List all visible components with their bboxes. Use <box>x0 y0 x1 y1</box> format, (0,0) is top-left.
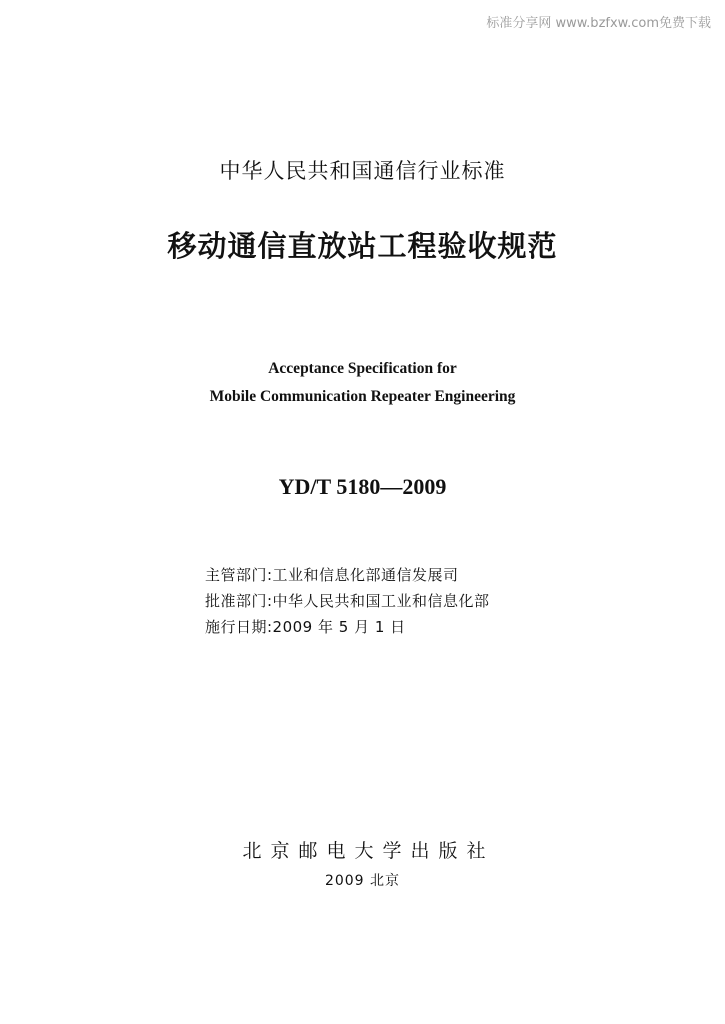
watermark-text: 标准分享网 www.bzfxw.com免费下载 <box>486 16 711 31</box>
standard-number: YD/T 5180—2009 <box>278 474 447 499</box>
publisher-name: 北京邮电大学出版社 <box>242 840 495 862</box>
document-title-chinese: 移动通信直放站工程验收规范 <box>167 229 558 263</box>
industry-standard-heading: 中华人民共和国通信行业标准 <box>219 159 506 183</box>
approving-department: 批准部门:中华人民共和国工业和信息化部 <box>205 592 490 610</box>
competent-department: 主管部门:工业和信息化部通信发展司 <box>205 566 459 584</box>
publication-year-place: 2009 北京 <box>324 873 401 889</box>
effective-date: 施行日期:2009 年 5 月 1 日 <box>205 618 406 636</box>
document-title-english-line-1: Acceptance Specification for <box>268 360 457 377</box>
issuing-info-block <box>205 562 490 640</box>
document-title-english-line-2: Mobile Communication Repeater Engineering <box>209 388 516 405</box>
